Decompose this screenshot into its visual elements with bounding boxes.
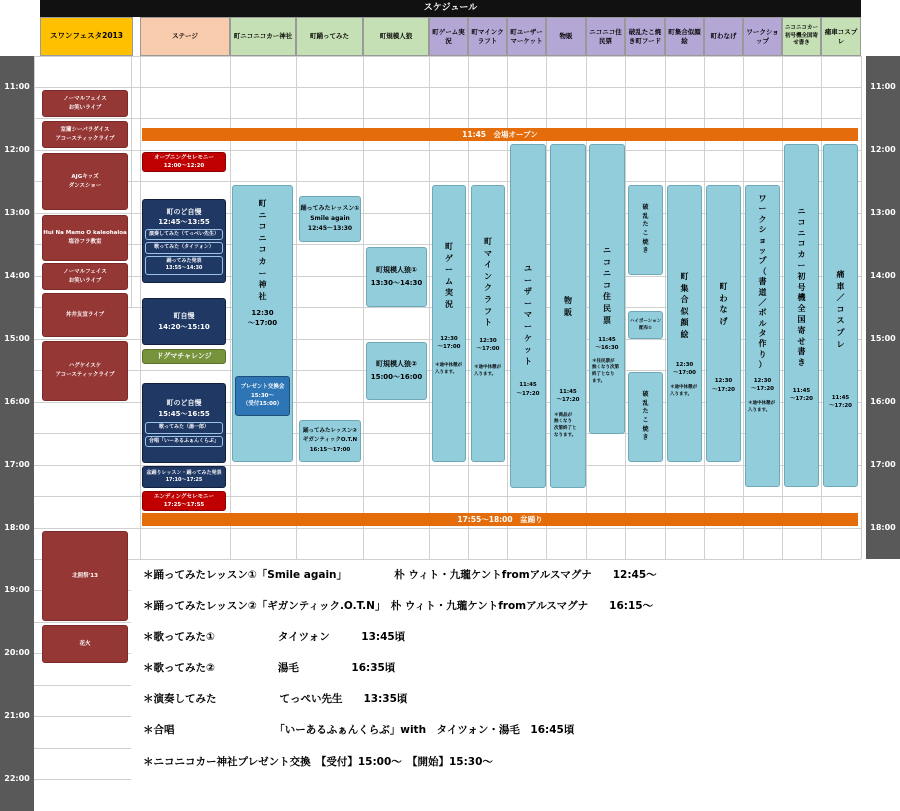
header-residents: ニコニコ住民票 bbox=[586, 17, 625, 56]
stage-jiman-3-sub: 歌ってみた（湯一郎） bbox=[145, 422, 223, 434]
workshop-block bbox=[745, 185, 780, 487]
nawa-block bbox=[706, 185, 741, 462]
stage-jiman-2-time: 14:20～15:10 bbox=[158, 322, 210, 331]
dance-lesson-1: 踊ってみたレッスン① Smile again 12:45～13:30 bbox=[299, 196, 361, 242]
time-label-right: 11:00 bbox=[870, 82, 896, 91]
gridline bbox=[34, 559, 861, 560]
minecraft-name: 町 マ イ ン ク ラ フ ト bbox=[484, 237, 492, 328]
face-note: ＊途中休憩が 入ります。 bbox=[670, 385, 697, 397]
note-line: ＊ニコニコカー神社プレゼント交換 【受付】15:00～ 【開始】15:30～ bbox=[143, 756, 493, 768]
stage-ending-time: 17:25～17:55 bbox=[163, 502, 205, 508]
residents-note: ＊住民票が 無くなり次第 終了となり ます。 bbox=[592, 358, 619, 384]
header-dance: 町踊ってみた bbox=[296, 17, 363, 56]
time-label: 20:00 bbox=[4, 648, 30, 657]
time-label: 19:00 bbox=[4, 585, 30, 594]
time-label-right: 18:00 bbox=[870, 523, 896, 532]
column-line bbox=[34, 56, 35, 308]
cosplay-block bbox=[823, 144, 858, 487]
time-label: 12:00 bbox=[4, 145, 30, 154]
festival-event: Hui Na Mamo O kaleohaloa 塩谷フラ教室 bbox=[42, 215, 128, 261]
stage-opening-time: 12:00～12:20 bbox=[163, 163, 205, 169]
shrine-block bbox=[232, 185, 293, 462]
game-time: 12:30 ～17:00 bbox=[437, 335, 461, 350]
stage-jiman-3 bbox=[142, 383, 226, 463]
minecraft-note: ＊途中休憩が 入ります。 bbox=[474, 365, 501, 377]
minecraft-block bbox=[471, 185, 505, 462]
cosplay-time: 11:45 ～17:20 bbox=[828, 395, 852, 410]
time-label: 22:00 bbox=[4, 774, 30, 783]
usermarket-block bbox=[510, 144, 546, 488]
banner-bon-odori: 17:55～18:00 盆踊り bbox=[142, 513, 858, 526]
minecraft-time: 12:30 ～17:00 bbox=[476, 337, 500, 352]
gridline bbox=[34, 779, 131, 780]
stage-jiman-1-sub: 演奏してみた（てっぺい先生） bbox=[145, 229, 223, 241]
takoyaki-block-1 bbox=[628, 185, 663, 275]
header-game: 町ゲーム実況 bbox=[429, 17, 468, 56]
stage-dogma-challenge: ドグマチャレンジ bbox=[142, 349, 226, 364]
festival-event: ハグケイスケ アコースティックライブ bbox=[42, 341, 128, 401]
time-label: 16:00 bbox=[4, 397, 30, 406]
face-time: 12:30 ～17:00 bbox=[672, 361, 696, 376]
stage-jiman-1 bbox=[142, 199, 226, 283]
stage-jiman-1-sub: 歌ってみた（タイツォン） bbox=[145, 242, 223, 254]
face-block bbox=[667, 185, 702, 462]
workshop-time: 12:30 ～17:20 bbox=[750, 377, 774, 392]
nawa-name: 町 わ な げ bbox=[719, 282, 728, 326]
header-shrine: 町ニコニコカー神社 bbox=[230, 17, 296, 56]
shrine-name: 町 ニ コ ニ コ カ ー 神 社 bbox=[258, 199, 267, 301]
festival-event: ノーマルフェイス お笑いライブ bbox=[42, 90, 128, 117]
time-label: 13:00 bbox=[4, 208, 30, 217]
festival-event: 室蘭シーパラダイス アコースティックライブ bbox=[42, 121, 128, 148]
stage-jiman-1-time: 12:45～13:55 bbox=[158, 218, 210, 226]
usermarket-time: 11:45 ～17:20 bbox=[516, 382, 540, 397]
gridline bbox=[34, 622, 131, 623]
time-label: 15:00 bbox=[4, 334, 30, 343]
schedule-title: スケジュール bbox=[40, 0, 861, 17]
gridline bbox=[34, 528, 861, 529]
goods-note: ＊商品が 無くなり 次第終了と なります。 bbox=[554, 412, 577, 438]
header-stage: ステージ bbox=[140, 17, 230, 56]
gridline bbox=[34, 181, 861, 182]
time-label: 18:00 bbox=[4, 523, 30, 532]
header-festival: スワンフェスタ2013 bbox=[40, 17, 133, 56]
car-name: ニ コ ニ コ カ ー 初 号 機 全 国 寄 せ 書 き bbox=[797, 207, 806, 368]
header-model: 町規模人狼 bbox=[363, 17, 429, 56]
cosplay-name: 痛 車 ／ コ ス プ レ bbox=[836, 270, 845, 349]
workshop-name: ワ ー ク シ ョ ッ プ （ 書 道 ／ ボ ル タ 作 り ） bbox=[758, 194, 767, 370]
stage-opening-title: オープニングセレモニー bbox=[154, 154, 214, 161]
festival-event: ノーマルフェイス お笑いライブ bbox=[42, 263, 128, 290]
festival-event: AJGキッズ ダンスショー bbox=[42, 153, 128, 210]
stage-jiman-3-time: 15:45～16:55 bbox=[158, 409, 210, 418]
stage-ending bbox=[142, 491, 226, 511]
note-line: ＊合唱 「いーあるふぁんくらぶ」with タイツォン・湯毛 16:45頃 bbox=[143, 724, 575, 736]
gridline bbox=[34, 716, 131, 717]
header-nawa: 町わなげ bbox=[704, 17, 743, 56]
car-time: 11:45 ～17:20 bbox=[789, 387, 813, 403]
header-car: ニコニコカー初号機全国寄せ書き bbox=[782, 17, 821, 56]
shrine-present-exchange: プレゼント交換会 15:30～ （受付15:00） bbox=[235, 376, 290, 416]
column-line bbox=[131, 56, 132, 308]
car-block bbox=[784, 144, 819, 487]
gridline bbox=[34, 87, 861, 88]
stage-dance-lesson: 盆踊りレッスン・踊ってみた発表 17:10～17:25 bbox=[142, 466, 226, 488]
time-label-right: 12:00 bbox=[870, 145, 896, 154]
time-label-right: 15:00 bbox=[870, 334, 896, 343]
game-note: ＊途中休憩が 入ります。 bbox=[435, 363, 462, 375]
shrine-time: 12:30 ～17:00 bbox=[247, 309, 278, 328]
time-gutter-right bbox=[866, 56, 900, 559]
header-cosplay: 痛車コスプレ bbox=[821, 17, 861, 56]
gridline bbox=[34, 150, 861, 151]
gridline bbox=[34, 685, 131, 686]
usermarket-name: ユ ー ザ ー マ ー ケ ッ ト bbox=[524, 264, 532, 366]
stage-jiman-3-sub: 合唱「いーあるふぁんくらぶ」 bbox=[145, 436, 223, 448]
time-label-right: 17:00 bbox=[870, 460, 896, 469]
takoyaki-block-2 bbox=[628, 372, 663, 462]
takoyaki-name: 破 乱 た こ 焼 き bbox=[642, 203, 649, 255]
time-label-right: 14:00 bbox=[870, 271, 896, 280]
game-block bbox=[432, 185, 466, 462]
festival-event: 丼井友宣ライブ bbox=[42, 293, 128, 337]
column-line bbox=[140, 56, 141, 559]
gridline bbox=[34, 56, 861, 57]
time-label-right: 16:00 bbox=[870, 397, 896, 406]
time-gutter-left bbox=[0, 56, 34, 559]
takoyaki-hipotion: ハイポーション 配布① bbox=[628, 311, 663, 339]
stage-jiman-2-title: 町自慢 bbox=[173, 312, 195, 320]
nawa-time: 12:30 ～17:20 bbox=[711, 378, 735, 393]
stage-jiman-1-title: 町のど自慢 bbox=[166, 207, 202, 216]
banner-open: 11:45 会場オープン bbox=[142, 128, 858, 141]
time-label: 14:00 bbox=[4, 271, 30, 280]
time-label: 21:00 bbox=[4, 711, 30, 720]
time-label-right: 13:00 bbox=[870, 208, 896, 217]
goods-block bbox=[550, 144, 586, 488]
goods-time: 11:45 ～17:20 bbox=[556, 389, 580, 404]
header-face: 町集合似顔絵 bbox=[665, 17, 704, 56]
header-usermarket: 町ユーザーマーケット bbox=[507, 17, 546, 56]
header-takoyaki: 破乱たこ焼き町フード bbox=[625, 17, 665, 56]
dance-lesson-2: 踊ってみたレッスン② ギガンティックO.T.N 16:15～17:00 bbox=[299, 420, 361, 462]
stage-opening bbox=[142, 152, 226, 172]
model-jinro-1: 町規模人狼① 13:30～14:30 bbox=[366, 247, 427, 307]
festival-event: 北照祭'13 bbox=[42, 531, 128, 621]
stage-jiman-1-sub: 踊ってみた発表 13:55～14:30 bbox=[145, 256, 223, 275]
stage-ending-title: エンディングセレモニー bbox=[154, 493, 214, 500]
note-line: ＊演奏してみた てっぺい先生 13:35頃 bbox=[143, 693, 408, 705]
festival-event: 花火 bbox=[42, 625, 128, 663]
column-line bbox=[861, 56, 862, 559]
goods-name: 物 販 bbox=[564, 296, 572, 317]
note-line: ＊踊ってみたレッスン②「ギガンティック.O.T.N」 朴 ウィト・九瓏ケントfromアルスマグナ 16:15～ bbox=[143, 600, 654, 612]
residents-time: 11:45 ～16:30 bbox=[595, 337, 619, 352]
game-name: 町 ゲ ー ム 実 況 bbox=[445, 242, 453, 309]
residents-block bbox=[589, 144, 625, 434]
workshop-note: ＊途中休憩が 入ります。 bbox=[748, 401, 775, 413]
gridline bbox=[34, 118, 861, 119]
stage-jiman-3-title: 町のど自慢 bbox=[166, 399, 202, 407]
face-name: 町 集 合 似 顔 絵 bbox=[680, 272, 689, 339]
residents-name: ニ コ ニ コ 住 民 票 bbox=[603, 246, 611, 325]
model-jinro-2: 町規模人狼② 15:00～16:00 bbox=[366, 342, 427, 400]
time-label: 17:00 bbox=[4, 460, 30, 469]
header-goods: 物販 bbox=[546, 17, 586, 56]
gridline bbox=[34, 748, 131, 749]
header-workshop: ワークショップ bbox=[743, 17, 782, 56]
note-line: ＊踊ってみたレッスン①「Smile again」 朴 ウィト・九瓏ケントfromアルスマグナ 12:45～ bbox=[143, 569, 657, 581]
takoyaki-name: 破 乱 た こ 焼 き bbox=[642, 390, 649, 442]
time-label: 11:00 bbox=[4, 82, 30, 91]
note-line: ＊歌ってみた② 湯毛 16:35頃 bbox=[143, 662, 396, 674]
stage-jiman-2 bbox=[142, 298, 226, 345]
header-minecraft: 町マインクラフト bbox=[468, 17, 507, 56]
note-line: ＊歌ってみた① タイツォン 13:45頃 bbox=[143, 631, 406, 643]
